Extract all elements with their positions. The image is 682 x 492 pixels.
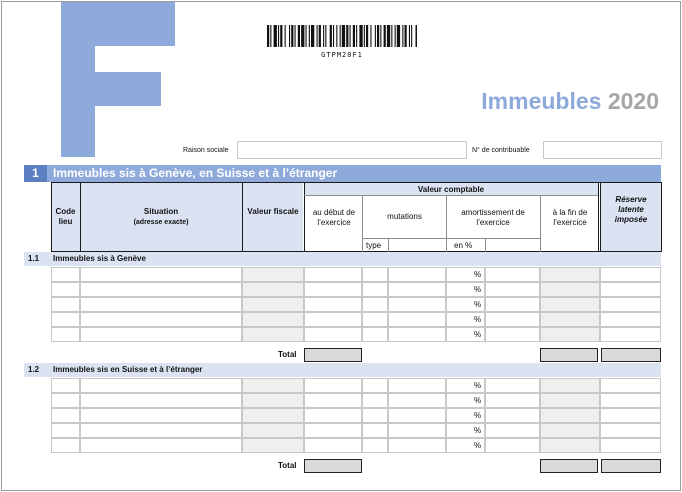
header-column-divider xyxy=(485,238,486,252)
table-cell-input[interactable] xyxy=(540,312,600,327)
table-cell-input[interactable] xyxy=(304,423,362,438)
barcode-bar xyxy=(416,25,418,47)
barcode-bar xyxy=(317,25,318,47)
barcode-bar xyxy=(409,25,410,47)
table-cell-input[interactable] xyxy=(304,282,362,297)
table-cell-input[interactable] xyxy=(540,393,600,408)
barcode-bar xyxy=(330,25,332,47)
table-cell-input[interactable] xyxy=(362,312,388,327)
table-cell-input[interactable] xyxy=(362,423,388,438)
raison-sociale-label: Raison sociale xyxy=(183,147,229,154)
percent-sign: % xyxy=(474,411,482,420)
table-cell-input[interactable] xyxy=(540,408,600,423)
header-debut-exercice: au début de l’exercice xyxy=(312,208,356,227)
page-title xyxy=(481,88,659,115)
table-cell-input[interactable] xyxy=(362,282,388,297)
percent-sign: % xyxy=(474,270,482,279)
table-cell-input[interactable] xyxy=(540,297,600,312)
table-cell-input[interactable] xyxy=(242,282,304,297)
barcode-bar xyxy=(311,25,314,47)
table-cell-input[interactable] xyxy=(485,438,540,453)
table-cell-input[interactable] xyxy=(540,267,600,282)
barcode-bar xyxy=(309,25,310,47)
table-cell-input[interactable] xyxy=(304,267,362,282)
header-bg-left xyxy=(51,183,303,251)
section-number: 1 xyxy=(24,165,47,182)
header-en-pct: en % xyxy=(454,241,473,250)
barcode-bar xyxy=(402,25,403,47)
table-cell-input[interactable] xyxy=(540,282,600,297)
table-cell-input[interactable] xyxy=(600,297,661,312)
barcode-bar xyxy=(350,25,351,47)
table-cell-input[interactable] xyxy=(242,423,304,438)
table-cell-input[interactable] xyxy=(388,282,446,297)
table-cell-input[interactable] xyxy=(304,327,362,342)
table-cell-input[interactable] xyxy=(485,327,540,342)
table-cell-input[interactable] xyxy=(304,297,362,312)
table-cell-input[interactable] xyxy=(242,312,304,327)
header-column-divider xyxy=(362,195,363,252)
percent-sign: % xyxy=(474,300,482,309)
table-cell-input[interactable] xyxy=(600,438,661,453)
total-box[interactable] xyxy=(540,348,598,362)
barcode-bar xyxy=(346,25,348,47)
barcode-bar xyxy=(411,25,412,47)
barcode-bar xyxy=(342,25,345,47)
table-cell-input[interactable] xyxy=(388,393,446,408)
title-main: Immeubles xyxy=(481,88,602,114)
table-cell-input[interactable] xyxy=(600,393,661,408)
barcode-bar xyxy=(333,25,334,47)
barcode-bar xyxy=(270,25,271,47)
header-valeur-comptable: Valeur comptable xyxy=(417,185,485,194)
subsection-number: 1.1 xyxy=(28,254,40,263)
contribuable-label: N° de contribuable xyxy=(472,147,530,154)
section-header xyxy=(24,165,661,182)
percent-sign: % xyxy=(474,441,482,450)
table-cell-input[interactable] xyxy=(362,267,388,282)
header-reserve: Réserve latente imposée xyxy=(614,195,648,224)
barcode-bar xyxy=(384,25,386,47)
subsection-header xyxy=(24,252,661,266)
table-cell-input[interactable] xyxy=(51,423,80,438)
barcode-bar xyxy=(405,25,407,47)
contribuable-field[interactable] xyxy=(543,141,662,159)
barcode-bar xyxy=(280,25,282,47)
barcode-bar xyxy=(301,25,304,47)
table-cell-input[interactable] xyxy=(51,438,80,453)
header-column-divider xyxy=(661,182,662,252)
table-cell-input[interactable] xyxy=(362,378,388,393)
header-column-divider xyxy=(388,238,389,252)
table-cell-input[interactable] xyxy=(304,438,362,453)
header-column-divider xyxy=(600,182,601,252)
table-cell-input[interactable] xyxy=(600,408,661,423)
barcode-bar xyxy=(336,25,337,47)
barcode-bar xyxy=(340,25,341,47)
percent-sign: % xyxy=(474,285,482,294)
table-cell-input[interactable] xyxy=(304,393,362,408)
barcode-bar xyxy=(375,25,376,47)
percent-sign: % xyxy=(474,396,482,405)
percent-sign: % xyxy=(474,330,482,339)
barcode-code: GTPM20F1 xyxy=(321,51,363,59)
table-cell-input[interactable] xyxy=(242,267,304,282)
table-cell-input[interactable] xyxy=(362,438,388,453)
barcode-bar xyxy=(325,25,326,47)
form-letter-f xyxy=(61,2,175,157)
table-cell-input[interactable] xyxy=(540,327,600,342)
table-top-border xyxy=(51,182,661,183)
table-cell-input[interactable] xyxy=(80,423,242,438)
table-cell-input[interactable] xyxy=(388,423,446,438)
table-cell-input[interactable] xyxy=(80,297,242,312)
header-column-divider xyxy=(51,182,52,252)
header-valeur-fiscale: Valeur fiscale xyxy=(247,207,299,216)
barcode-bar xyxy=(370,25,371,47)
raison-sociale-field[interactable] xyxy=(237,141,467,159)
table-cell-input[interactable] xyxy=(80,438,242,453)
total-box[interactable] xyxy=(601,459,661,473)
table-cell-input[interactable] xyxy=(242,297,304,312)
barcode-bar xyxy=(397,25,400,47)
table-cell-input[interactable] xyxy=(51,408,80,423)
table-cell-input[interactable] xyxy=(485,297,540,312)
barcode-bar xyxy=(278,25,279,47)
table-cell-input[interactable] xyxy=(540,378,600,393)
total-box[interactable] xyxy=(304,348,362,362)
header-column-divider xyxy=(446,195,447,252)
table-cell-input[interactable] xyxy=(51,378,80,393)
total-label: Total xyxy=(278,461,297,470)
table-cell-input[interactable] xyxy=(80,393,242,408)
barcode-bar xyxy=(391,25,392,47)
percent-sign: % xyxy=(474,381,482,390)
barcode-bar xyxy=(359,25,362,47)
header-amortissement: amortissement de l’exercice xyxy=(461,208,525,227)
barcode-bar xyxy=(274,25,277,47)
table-cell-input[interactable] xyxy=(51,297,80,312)
table-cell-input[interactable] xyxy=(485,378,540,393)
total-box[interactable] xyxy=(540,459,598,473)
barcode-bar xyxy=(289,25,290,47)
total-box[interactable] xyxy=(601,348,661,362)
subsection-header xyxy=(24,363,661,377)
title-year: 2020 xyxy=(607,88,659,114)
table-cell-input[interactable] xyxy=(242,408,304,423)
header-code-lieu: Code lieu xyxy=(55,207,76,226)
table-cell-input[interactable] xyxy=(362,393,388,408)
subsection-title: Immeubles sis en Suisse et à l’étranger xyxy=(53,365,203,374)
subsection-title: Immeubles sis à Genève xyxy=(53,254,146,263)
table-cell-input[interactable] xyxy=(600,423,661,438)
header-column-divider xyxy=(540,195,541,252)
header-subrow-divider xyxy=(304,195,598,196)
table-cell-input[interactable] xyxy=(362,327,388,342)
table-cell-input[interactable] xyxy=(80,282,242,297)
header-type: type xyxy=(366,241,382,250)
table-cell-input[interactable] xyxy=(485,393,540,408)
barcode-bar xyxy=(356,25,357,47)
section-title: Immeubles sis à Genève, en Suisse et à l’étranger xyxy=(53,166,338,180)
barcode-bar xyxy=(366,25,368,47)
table-cell-input[interactable] xyxy=(388,408,446,423)
table-cell-input[interactable] xyxy=(485,423,540,438)
table-cell-input[interactable] xyxy=(242,378,304,393)
barcode-bar xyxy=(323,25,324,47)
table-cell-input[interactable] xyxy=(80,378,242,393)
table-cell-input[interactable] xyxy=(388,267,446,282)
barcode-icon xyxy=(267,25,417,47)
barcode-bar xyxy=(291,25,293,47)
table-cell-input[interactable] xyxy=(51,312,80,327)
barcode-bar xyxy=(285,25,286,47)
total-label: Total xyxy=(278,350,297,359)
header-mutations: mutations xyxy=(387,212,422,221)
table-cell-input[interactable] xyxy=(388,378,446,393)
header-column-divider xyxy=(80,182,81,252)
table-cell-input[interactable] xyxy=(80,327,242,342)
table-cell-input[interactable] xyxy=(362,408,388,423)
table-cell-input[interactable] xyxy=(600,267,661,282)
table-cell-input[interactable] xyxy=(485,312,540,327)
barcode-bar xyxy=(380,25,381,47)
table-cell-input[interactable] xyxy=(51,327,80,342)
barcode-bar xyxy=(364,25,365,47)
subsection-number: 1.2 xyxy=(28,365,40,374)
table-cell-input[interactable] xyxy=(485,282,540,297)
table-cell-input[interactable] xyxy=(600,378,661,393)
header-situation-sub: (adresse exacte) xyxy=(133,219,189,226)
table-cell-input[interactable] xyxy=(362,297,388,312)
barcode-bar xyxy=(319,25,321,47)
barcode-bar xyxy=(298,25,300,47)
table-cell-input[interactable] xyxy=(304,312,362,327)
percent-sign: % xyxy=(474,426,482,435)
header-situation: Situation xyxy=(143,207,179,216)
barcode-bar xyxy=(295,25,296,47)
barcode-bar xyxy=(353,25,355,47)
total-box[interactable] xyxy=(304,459,362,473)
table-cell-input[interactable] xyxy=(242,438,304,453)
table-cell-input[interactable] xyxy=(304,408,362,423)
table-cell-input[interactable] xyxy=(242,393,304,408)
table-cell-input[interactable] xyxy=(540,438,600,453)
header-column-divider xyxy=(242,182,243,252)
table-cell-input[interactable] xyxy=(80,312,242,327)
barcode-bar xyxy=(377,25,379,47)
barcode-bar xyxy=(306,25,307,47)
table-cell-input[interactable] xyxy=(242,327,304,342)
barcode-bar xyxy=(267,25,269,47)
table-cell-input[interactable] xyxy=(540,423,600,438)
barcode-bar xyxy=(395,25,396,47)
table-cell-input[interactable] xyxy=(600,282,661,297)
table-cell-input[interactable] xyxy=(51,282,80,297)
table-cell-input[interactable] xyxy=(388,297,446,312)
table-cell-input[interactable] xyxy=(80,267,242,282)
table-cell-input[interactable] xyxy=(485,408,540,423)
header-column-divider xyxy=(598,182,599,252)
header-column-divider xyxy=(304,182,305,252)
table-cell-input[interactable] xyxy=(600,327,661,342)
table-cell-input[interactable] xyxy=(80,408,242,423)
barcode-bar xyxy=(387,25,390,47)
table-cell-input[interactable] xyxy=(485,267,540,282)
tax-form-page xyxy=(1,1,681,491)
table-cell-input[interactable] xyxy=(388,438,446,453)
percent-sign: % xyxy=(474,315,482,324)
table-cell-input[interactable] xyxy=(600,312,661,327)
table-cell-input[interactable] xyxy=(51,267,80,282)
header-fin-exercice: à la fin de l’exercice xyxy=(552,208,588,227)
table-cell-input[interactable] xyxy=(51,393,80,408)
table-cell-input[interactable] xyxy=(388,312,446,327)
table-cell-input[interactable] xyxy=(304,378,362,393)
table-cell-input[interactable] xyxy=(388,327,446,342)
